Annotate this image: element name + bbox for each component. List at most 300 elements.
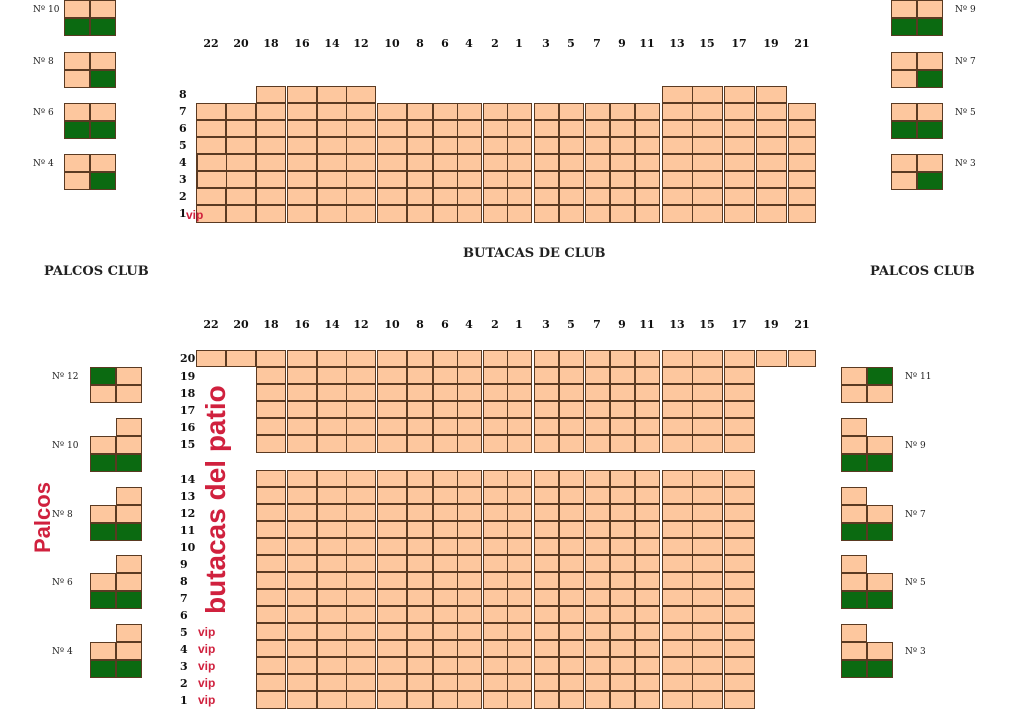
- occupied-box-seat[interactable]: [90, 172, 116, 190]
- seat[interactable]: [407, 538, 433, 555]
- box-seat[interactable]: [891, 0, 917, 18]
- seat[interactable]: [256, 640, 286, 657]
- seat[interactable]: [287, 606, 317, 623]
- seat[interactable]: [346, 640, 376, 657]
- seat[interactable]: [346, 487, 376, 504]
- seat[interactable]: [534, 623, 559, 640]
- occupied-box-seat[interactable]: [90, 367, 116, 385]
- seat[interactable]: [407, 171, 433, 188]
- seat[interactable]: [317, 205, 347, 223]
- seat[interactable]: [256, 350, 286, 367]
- seat[interactable]: [534, 657, 559, 674]
- seat[interactable]: [317, 367, 347, 384]
- seat[interactable]: [534, 350, 559, 367]
- seat[interactable]: [635, 171, 660, 188]
- seat[interactable]: [692, 367, 723, 384]
- seat[interactable]: [483, 640, 508, 657]
- seat[interactable]: [433, 103, 458, 120]
- seat[interactable]: [610, 188, 635, 205]
- seat[interactable]: [724, 470, 755, 487]
- seat[interactable]: [692, 171, 723, 188]
- seat[interactable]: [635, 504, 660, 521]
- seat[interactable]: [692, 120, 723, 137]
- seat[interactable]: [585, 137, 610, 154]
- seat[interactable]: [585, 350, 610, 367]
- box-seat[interactable]: [917, 52, 943, 70]
- seat[interactable]: [226, 171, 256, 188]
- seat[interactable]: [317, 435, 347, 453]
- seat[interactable]: [635, 623, 660, 640]
- seat[interactable]: [692, 103, 723, 120]
- seat[interactable]: [196, 103, 226, 120]
- seat[interactable]: [585, 674, 610, 691]
- seat[interactable]: [610, 538, 635, 555]
- seat[interactable]: [534, 401, 559, 418]
- seat[interactable]: [407, 384, 433, 401]
- seat[interactable]: [287, 538, 317, 555]
- seat[interactable]: [635, 350, 660, 367]
- seat[interactable]: [559, 384, 584, 401]
- seat[interactable]: [346, 86, 376, 103]
- seat[interactable]: [407, 435, 433, 453]
- seat[interactable]: [317, 640, 347, 657]
- seat[interactable]: [610, 487, 635, 504]
- seat[interactable]: [483, 188, 508, 205]
- seat[interactable]: [756, 171, 787, 188]
- box-seat[interactable]: [841, 367, 867, 385]
- seat[interactable]: [346, 504, 376, 521]
- seat[interactable]: [377, 572, 407, 589]
- box-seat[interactable]: [867, 385, 893, 403]
- seat[interactable]: [407, 367, 433, 384]
- seat[interactable]: [317, 188, 347, 205]
- box-seat[interactable]: [917, 154, 943, 172]
- seat[interactable]: [377, 401, 407, 418]
- seat[interactable]: [662, 350, 693, 367]
- occupied-box-seat[interactable]: [867, 591, 893, 609]
- seat[interactable]: [756, 205, 787, 223]
- seat[interactable]: [662, 137, 693, 154]
- seat[interactable]: [377, 691, 407, 709]
- occupied-box-seat[interactable]: [116, 660, 142, 678]
- seat[interactable]: [346, 589, 376, 606]
- seat[interactable]: [635, 367, 660, 384]
- seat[interactable]: [457, 606, 482, 623]
- seat[interactable]: [585, 623, 610, 640]
- seat[interactable]: [692, 470, 723, 487]
- seat[interactable]: [407, 589, 433, 606]
- seat[interactable]: [662, 188, 693, 205]
- seat[interactable]: [483, 470, 508, 487]
- seat[interactable]: [534, 384, 559, 401]
- seat[interactable]: [534, 418, 559, 435]
- seat[interactable]: [610, 120, 635, 137]
- box-seat[interactable]: [116, 487, 142, 505]
- box-seat[interactable]: [891, 52, 917, 70]
- seat[interactable]: [585, 418, 610, 435]
- seat[interactable]: [346, 350, 376, 367]
- box-seat[interactable]: [64, 103, 90, 121]
- seat[interactable]: [507, 555, 532, 572]
- seat[interactable]: [788, 350, 816, 367]
- seat[interactable]: [692, 674, 723, 691]
- seat[interactable]: [407, 572, 433, 589]
- seat[interactable]: [433, 205, 458, 223]
- box-seat[interactable]: [891, 103, 917, 121]
- occupied-box-seat[interactable]: [917, 18, 943, 36]
- occupied-box-seat[interactable]: [841, 660, 867, 678]
- seat[interactable]: [377, 171, 407, 188]
- seat[interactable]: [433, 120, 458, 137]
- seat[interactable]: [433, 572, 458, 589]
- seat[interactable]: [585, 470, 610, 487]
- seat[interactable]: [507, 691, 532, 709]
- seat[interactable]: [377, 205, 407, 223]
- seat[interactable]: [662, 606, 693, 623]
- seat[interactable]: [377, 555, 407, 572]
- seat[interactable]: [692, 691, 723, 709]
- seat[interactable]: [483, 120, 508, 137]
- seat[interactable]: [534, 171, 559, 188]
- seat[interactable]: [457, 538, 482, 555]
- seat[interactable]: [635, 606, 660, 623]
- seat[interactable]: [317, 120, 347, 137]
- seat[interactable]: [559, 350, 584, 367]
- seat[interactable]: [287, 623, 317, 640]
- seat[interactable]: [559, 572, 584, 589]
- seat[interactable]: [559, 504, 584, 521]
- seat[interactable]: [662, 470, 693, 487]
- seat[interactable]: [635, 521, 660, 538]
- seat[interactable]: [226, 350, 256, 367]
- seat[interactable]: [346, 657, 376, 674]
- seat[interactable]: [256, 691, 286, 709]
- seat[interactable]: [559, 640, 584, 657]
- seat[interactable]: [377, 674, 407, 691]
- seat[interactable]: [756, 154, 787, 171]
- seat[interactable]: [287, 504, 317, 521]
- seat[interactable]: [724, 538, 755, 555]
- seat[interactable]: [788, 171, 816, 188]
- seat[interactable]: [662, 205, 693, 223]
- seat[interactable]: [635, 154, 660, 171]
- seat[interactable]: [226, 120, 256, 137]
- seat[interactable]: [483, 384, 508, 401]
- seat[interactable]: [287, 418, 317, 435]
- seat[interactable]: [788, 103, 816, 120]
- seat[interactable]: [226, 154, 256, 171]
- seat[interactable]: [610, 137, 635, 154]
- seat[interactable]: [346, 401, 376, 418]
- box-seat[interactable]: [891, 172, 917, 190]
- seat[interactable]: [534, 606, 559, 623]
- seat[interactable]: [407, 137, 433, 154]
- occupied-box-seat[interactable]: [867, 454, 893, 472]
- seat[interactable]: [635, 384, 660, 401]
- seat[interactable]: [610, 350, 635, 367]
- seat[interactable]: [507, 188, 532, 205]
- seat[interactable]: [635, 538, 660, 555]
- seat[interactable]: [534, 435, 559, 453]
- seat[interactable]: [610, 555, 635, 572]
- seat[interactable]: [433, 188, 458, 205]
- seat[interactable]: [407, 350, 433, 367]
- seat[interactable]: [196, 120, 226, 137]
- seat[interactable]: [433, 401, 458, 418]
- seat[interactable]: [692, 154, 723, 171]
- seat[interactable]: [724, 205, 755, 223]
- seat[interactable]: [377, 640, 407, 657]
- seat[interactable]: [256, 205, 286, 223]
- seat[interactable]: [692, 589, 723, 606]
- seat[interactable]: [483, 205, 508, 223]
- seat[interactable]: [662, 555, 693, 572]
- seat[interactable]: [507, 657, 532, 674]
- occupied-box-seat[interactable]: [917, 172, 943, 190]
- seat[interactable]: [585, 487, 610, 504]
- box-seat[interactable]: [90, 154, 116, 172]
- seat[interactable]: [507, 640, 532, 657]
- seat[interactable]: [559, 120, 584, 137]
- seat[interactable]: [317, 691, 347, 709]
- box-seat[interactable]: [116, 385, 142, 403]
- seat[interactable]: [692, 205, 723, 223]
- seat[interactable]: [457, 188, 482, 205]
- seat[interactable]: [534, 103, 559, 120]
- seat[interactable]: [346, 367, 376, 384]
- seat[interactable]: [483, 435, 508, 453]
- seat[interactable]: [788, 137, 816, 154]
- box-seat[interactable]: [867, 505, 893, 523]
- seat[interactable]: [585, 657, 610, 674]
- seat[interactable]: [534, 521, 559, 538]
- seat[interactable]: [256, 120, 286, 137]
- seat[interactable]: [483, 487, 508, 504]
- box-seat[interactable]: [64, 52, 90, 70]
- seat[interactable]: [559, 103, 584, 120]
- seat[interactable]: [377, 504, 407, 521]
- seat[interactable]: [610, 521, 635, 538]
- occupied-box-seat[interactable]: [90, 454, 116, 472]
- seat[interactable]: [635, 555, 660, 572]
- occupied-box-seat[interactable]: [841, 591, 867, 609]
- seat[interactable]: [662, 504, 693, 521]
- box-seat[interactable]: [64, 70, 90, 88]
- seat[interactable]: [610, 435, 635, 453]
- occupied-box-seat[interactable]: [90, 591, 116, 609]
- seat[interactable]: [287, 86, 317, 103]
- seat[interactable]: [662, 623, 693, 640]
- seat[interactable]: [483, 691, 508, 709]
- seat[interactable]: [724, 418, 755, 435]
- seat[interactable]: [559, 674, 584, 691]
- seat[interactable]: [483, 674, 508, 691]
- seat[interactable]: [457, 435, 482, 453]
- seat[interactable]: [692, 435, 723, 453]
- seat[interactable]: [346, 120, 376, 137]
- seat[interactable]: [507, 205, 532, 223]
- seat[interactable]: [534, 470, 559, 487]
- occupied-box-seat[interactable]: [90, 18, 116, 36]
- box-seat[interactable]: [116, 436, 142, 454]
- seat[interactable]: [534, 538, 559, 555]
- seat[interactable]: [662, 154, 693, 171]
- seat[interactable]: [317, 401, 347, 418]
- seat[interactable]: [457, 120, 482, 137]
- seat[interactable]: [287, 350, 317, 367]
- seat[interactable]: [534, 691, 559, 709]
- box-seat[interactable]: [917, 0, 943, 18]
- seat[interactable]: [559, 657, 584, 674]
- seat[interactable]: [692, 418, 723, 435]
- box-seat[interactable]: [90, 505, 116, 523]
- seat[interactable]: [256, 657, 286, 674]
- seat[interactable]: [457, 572, 482, 589]
- seat[interactable]: [483, 657, 508, 674]
- seat[interactable]: [483, 350, 508, 367]
- seat[interactable]: [377, 657, 407, 674]
- seat[interactable]: [256, 367, 286, 384]
- seat[interactable]: [662, 521, 693, 538]
- seat[interactable]: [377, 137, 407, 154]
- seat[interactable]: [256, 538, 286, 555]
- seat[interactable]: [256, 623, 286, 640]
- seat[interactable]: [483, 538, 508, 555]
- seat[interactable]: [377, 103, 407, 120]
- seat[interactable]: [585, 538, 610, 555]
- seat[interactable]: [433, 606, 458, 623]
- seat[interactable]: [559, 188, 584, 205]
- seat[interactable]: [534, 367, 559, 384]
- seat[interactable]: [662, 640, 693, 657]
- seat[interactable]: [585, 435, 610, 453]
- seat[interactable]: [483, 555, 508, 572]
- seat[interactable]: [724, 188, 755, 205]
- seat[interactable]: [724, 171, 755, 188]
- seat[interactable]: [407, 555, 433, 572]
- seat[interactable]: [507, 589, 532, 606]
- seat[interactable]: [585, 521, 610, 538]
- seat[interactable]: [457, 154, 482, 171]
- seat[interactable]: [635, 435, 660, 453]
- seat[interactable]: [256, 606, 286, 623]
- seat[interactable]: [559, 538, 584, 555]
- seat[interactable]: [692, 521, 723, 538]
- seat[interactable]: [635, 137, 660, 154]
- seat[interactable]: [407, 606, 433, 623]
- seat[interactable]: [317, 606, 347, 623]
- seat[interactable]: [407, 487, 433, 504]
- occupied-box-seat[interactable]: [64, 121, 90, 139]
- seat[interactable]: [346, 103, 376, 120]
- seat[interactable]: [724, 367, 755, 384]
- box-seat[interactable]: [116, 367, 142, 385]
- seat[interactable]: [317, 657, 347, 674]
- seat[interactable]: [692, 137, 723, 154]
- seat[interactable]: [317, 555, 347, 572]
- occupied-box-seat[interactable]: [64, 18, 90, 36]
- seat[interactable]: [610, 470, 635, 487]
- seat[interactable]: [635, 640, 660, 657]
- seat[interactable]: [287, 657, 317, 674]
- seat[interactable]: [559, 154, 584, 171]
- seat[interactable]: [457, 205, 482, 223]
- seat[interactable]: [317, 418, 347, 435]
- seat[interactable]: [433, 137, 458, 154]
- seat[interactable]: [433, 470, 458, 487]
- seat[interactable]: [692, 555, 723, 572]
- seat[interactable]: [457, 589, 482, 606]
- seat[interactable]: [483, 589, 508, 606]
- seat[interactable]: [585, 120, 610, 137]
- seat[interactable]: [407, 640, 433, 657]
- seat[interactable]: [662, 401, 693, 418]
- seat[interactable]: [507, 504, 532, 521]
- seat[interactable]: [635, 120, 660, 137]
- occupied-box-seat[interactable]: [116, 454, 142, 472]
- seat[interactable]: [407, 120, 433, 137]
- occupied-box-seat[interactable]: [891, 18, 917, 36]
- seat[interactable]: [346, 691, 376, 709]
- seat[interactable]: [692, 504, 723, 521]
- seat[interactable]: [317, 103, 347, 120]
- seat[interactable]: [610, 606, 635, 623]
- seat[interactable]: [559, 487, 584, 504]
- seat[interactable]: [662, 435, 693, 453]
- seat[interactable]: [197, 154, 227, 171]
- seat[interactable]: [483, 171, 508, 188]
- seat[interactable]: [724, 384, 755, 401]
- seat[interactable]: [559, 470, 584, 487]
- seat[interactable]: [534, 205, 559, 223]
- seat[interactable]: [346, 418, 376, 435]
- seat[interactable]: [407, 674, 433, 691]
- seat[interactable]: [346, 384, 376, 401]
- seat[interactable]: [287, 435, 317, 453]
- seat[interactable]: [433, 171, 458, 188]
- seat[interactable]: [346, 154, 376, 171]
- seat[interactable]: [317, 521, 347, 538]
- seat[interactable]: [457, 657, 482, 674]
- seat[interactable]: [433, 521, 458, 538]
- seat[interactable]: [457, 470, 482, 487]
- seat[interactable]: [457, 401, 482, 418]
- seat[interactable]: [756, 350, 787, 367]
- seat[interactable]: [256, 171, 286, 188]
- box-seat[interactable]: [90, 573, 116, 591]
- seat[interactable]: [692, 606, 723, 623]
- seat[interactable]: [788, 154, 816, 171]
- seat[interactable]: [377, 538, 407, 555]
- seat[interactable]: [662, 674, 693, 691]
- seat[interactable]: [287, 674, 317, 691]
- seat[interactable]: [317, 487, 347, 504]
- seat[interactable]: [507, 137, 532, 154]
- seat[interactable]: [610, 504, 635, 521]
- seat[interactable]: [507, 623, 532, 640]
- seat[interactable]: [377, 350, 407, 367]
- seat[interactable]: [433, 435, 458, 453]
- box-seat[interactable]: [90, 0, 116, 18]
- seat[interactable]: [724, 120, 755, 137]
- box-seat[interactable]: [867, 573, 893, 591]
- occupied-box-seat[interactable]: [90, 121, 116, 139]
- seat[interactable]: [692, 350, 723, 367]
- seat[interactable]: [457, 521, 482, 538]
- seat[interactable]: [724, 401, 755, 418]
- occupied-box-seat[interactable]: [867, 523, 893, 541]
- box-seat[interactable]: [116, 624, 142, 642]
